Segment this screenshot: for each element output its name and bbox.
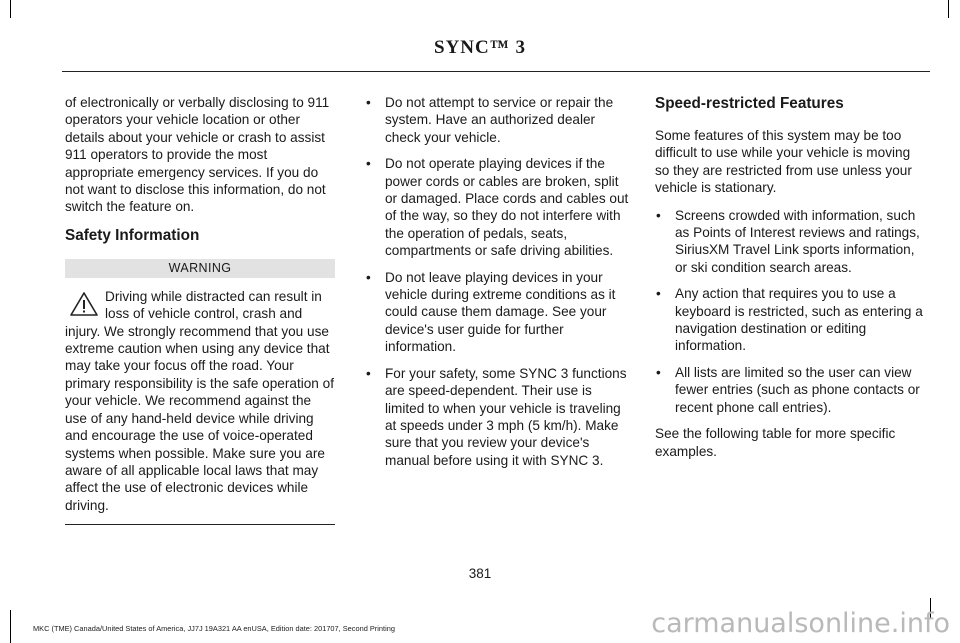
column-left (65, 94, 335, 525)
bullet-glyph: • (366, 269, 371, 285)
list-item-text: Do not operate playing devices if the power cords or cables are broken, split or damaged. Place cords and cables out of the way, so they do not interfere with the operation of pedals, seats, compartments or safe driving abilities. (385, 156, 629, 259)
warning-bottom-rule (65, 524, 335, 525)
safety-bullet-list (365, 94, 633, 469)
footer-text: MKC (TME) Canada/United States of America, JJ7J 19A321 AA enUSA, Edition date: 201707, Second Printing (33, 624, 395, 633)
list-item (365, 155, 633, 259)
bullet-glyph: • (366, 156, 371, 172)
page-number: 381 (468, 566, 492, 581)
list-item-text: All lists are limited so the user can view fewer entries (such as phone contacts or recent phone call entries). (675, 364, 920, 415)
warning-text: Driving while distracted can result in loss of vehicle control, crash and injury. We strongly recommend that you use extreme caution when using any device that may take your focus off the road. Your primary responsibility is the safe operation of your vehicle. We recommend against the use of any hand-held device while driving and encourage the use of voice-operated systems when possible. Make sure you are aware of all applicable local laws that may affect the use of electronic devices while driving. (65, 288, 334, 513)
speed-intro-paragraph: Some features of this system may be too difficult to use while your vehicle is moving so they are restricted from use unless your vehicle is stationary. (655, 128, 912, 196)
list-item-text: For your safety, some SYNC 3 functions are speed-dependent. Their use is limited to when your vehicle is traveling at speeds under 3 mph (5 km/h). Make sure that you review your device's manual before using it with SYNC 3. (385, 365, 627, 468)
safety-heading: Safety Information (65, 226, 200, 244)
crop-mark-top-right (948, 0, 949, 18)
list-item (655, 285, 927, 355)
bullet-glyph: • (366, 95, 371, 110)
column-right (655, 94, 927, 470)
bullet-glyph: • (656, 286, 661, 302)
intro-paragraph: of electronically or verbally disclosing to 911 operators your vehicle location or other details about your vehicle or crash to assist 911 operators to provide the most appropriate emergency services. If you do not want to disclose this information, do not switch the feature on. (65, 95, 330, 215)
watermark: carmanualsonline.info (651, 608, 950, 639)
bullet-glyph: • (656, 207, 661, 223)
list-item-text: Do not attempt to service or repair the system. Have an authorized dealer check your vehicle. (385, 95, 614, 145)
column-middle (365, 94, 633, 478)
speed-restricted-heading: Speed-restricted Features (655, 95, 844, 112)
crop-mark-bottom-left (10, 610, 11, 643)
list-item-text: Any action that requires you to use a keyboard is restricted, such as entering a navigation destination or editing information. (675, 286, 923, 354)
warning-text-block (65, 288, 335, 514)
speed-bullet-list (655, 207, 927, 416)
warning-label: WARNING (65, 259, 335, 278)
list-item (655, 364, 927, 416)
page-header-title: SYNC™ 3 (434, 37, 526, 58)
list-item (365, 269, 633, 356)
outro-paragraph: See the following table for more specific examples. (655, 426, 896, 459)
bullet-glyph: • (656, 364, 661, 380)
list-item (365, 365, 633, 469)
list-item-text: Screens crowded with information, such as Points of Interest reviews and ratings, SiriusXM Travel Link sports information, or ski condition search areas. (675, 207, 920, 275)
warning-triangle-icon (69, 291, 99, 317)
list-item (365, 94, 633, 146)
header-rule (62, 71, 930, 72)
crop-mark-top-left (10, 0, 11, 18)
list-item-text: Do not leave playing devices in your vehicle during extreme conditions as it could cause them damage. See your device's user guide for further information. (385, 269, 616, 355)
bullet-glyph: • (366, 365, 371, 381)
list-item (655, 207, 927, 277)
